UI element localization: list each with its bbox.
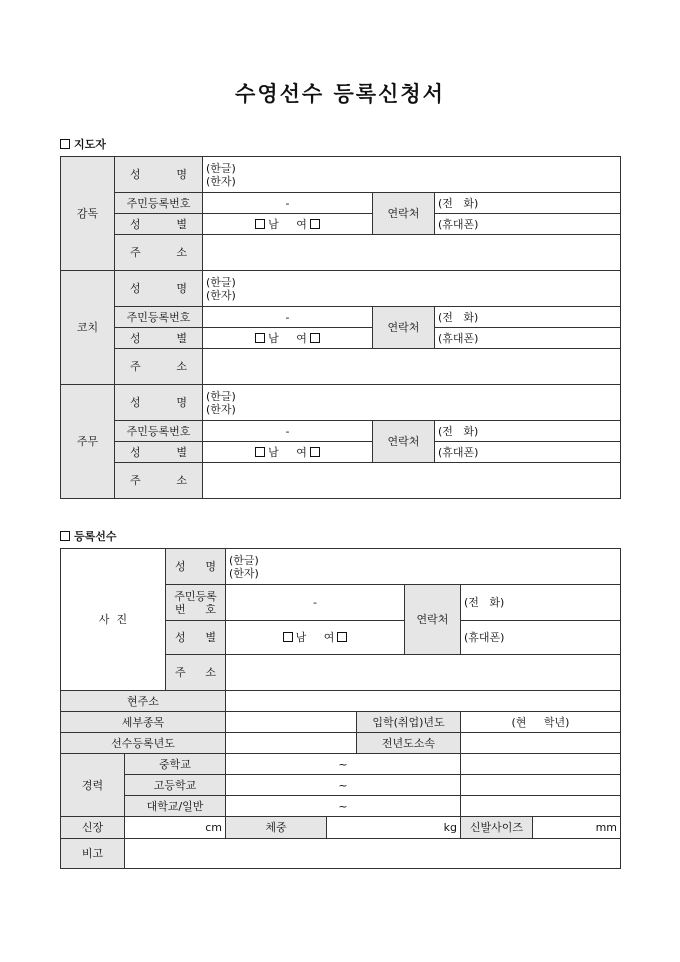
coach-gender-field: 남 여 xyxy=(203,442,373,463)
coach-name-label: 성 명 xyxy=(115,385,203,421)
coach-name-label: 성 명 xyxy=(115,271,203,307)
coach-mobile-field[interactable]: (휴대폰) xyxy=(435,328,621,349)
reg-year-label: 선수등록년도 xyxy=(61,733,226,754)
event-label: 세부종목 xyxy=(61,712,226,733)
coach-gender-label: 성 별 xyxy=(115,214,203,235)
coach-address-label: 주 소 xyxy=(115,235,203,271)
male-checkbox[interactable] xyxy=(255,219,265,229)
female-checkbox[interactable] xyxy=(310,333,320,343)
coach-mobile-field[interactable]: (휴대폰) xyxy=(435,214,621,235)
coach-address-field[interactable] xyxy=(203,349,621,385)
female-checkbox[interactable] xyxy=(310,219,320,229)
coach-gender-field: 남 여 xyxy=(203,214,373,235)
coach-address-label: 주 소 xyxy=(115,349,203,385)
coach-gender-label: 성 별 xyxy=(115,328,203,349)
coach-address-field[interactable] xyxy=(203,463,621,499)
coach-section-header xyxy=(60,136,106,152)
middle-school-label: 중학교 xyxy=(125,754,226,775)
coach-gender-label: 성 별 xyxy=(115,442,203,463)
checkbox-icon xyxy=(60,531,70,541)
player-rrn-label: 주민등록 번 호 xyxy=(166,585,226,621)
male-checkbox[interactable] xyxy=(255,447,265,457)
coach-rrn-field[interactable]: - xyxy=(203,193,373,214)
height-field[interactable]: cm xyxy=(125,817,226,839)
middle-school-period[interactable]: ~ xyxy=(226,754,461,775)
coach-address-label: 주 소 xyxy=(115,463,203,499)
prev-team-field[interactable] xyxy=(461,733,621,754)
player-rrn-field[interactable]: - xyxy=(226,585,405,621)
weight-label: 체중 xyxy=(226,817,327,839)
player-gender-label: 성 별 xyxy=(166,621,226,655)
event-field[interactable] xyxy=(226,712,357,733)
player-phone-field[interactable]: (전 화) xyxy=(461,585,621,621)
weight-field[interactable]: kg xyxy=(327,817,461,839)
admission-year-label: 입학(취업)년도 xyxy=(357,712,461,733)
player-name-label: 성 명 xyxy=(166,549,226,585)
male-checkbox[interactable] xyxy=(255,333,265,343)
coach-name-field[interactable]: (한글) (한자) xyxy=(203,271,621,307)
player-gender-field: 남 여 xyxy=(226,621,405,655)
coach-contact-label: 연락처 xyxy=(373,421,435,463)
player-contact-label: 연락처 xyxy=(405,585,461,655)
middle-school-name[interactable] xyxy=(461,754,621,775)
female-checkbox[interactable] xyxy=(337,632,347,642)
coach-contact-label: 연락처 xyxy=(373,193,435,235)
photo-cell[interactable]: 사 진 xyxy=(61,549,166,691)
coach-role-label: 주무 xyxy=(61,385,115,499)
coach-name-field[interactable]: (한글) (한자) xyxy=(203,157,621,193)
reg-year-field[interactable] xyxy=(226,733,357,754)
coach-role-label: 코치 xyxy=(61,271,115,385)
coach-gender-field: 남 여 xyxy=(203,328,373,349)
checkbox-icon xyxy=(60,139,70,149)
remarks-field[interactable] xyxy=(125,839,621,869)
coach-contact-label: 연락처 xyxy=(373,307,435,349)
career-label: 경력 xyxy=(61,754,125,817)
shoe-size-label: 신발사이즈 xyxy=(461,817,533,839)
coach-rrn-field[interactable]: - xyxy=(203,421,373,442)
university-name[interactable] xyxy=(461,796,621,817)
high-school-period[interactable]: ~ xyxy=(226,775,461,796)
male-checkbox[interactable] xyxy=(283,632,293,642)
remarks-label: 비고 xyxy=(61,839,125,869)
player-name-field[interactable]: (한글) (한자) xyxy=(226,549,621,585)
coach-name-field[interactable]: (한글) (한자) xyxy=(203,385,621,421)
shoe-size-field[interactable]: mm xyxy=(533,817,621,839)
coach-rrn-label: 주민등록번호 xyxy=(115,307,203,328)
high-school-name[interactable] xyxy=(461,775,621,796)
coach-phone-field[interactable]: (전 화) xyxy=(435,421,621,442)
coach-rrn-field[interactable]: - xyxy=(203,307,373,328)
coach-phone-field[interactable]: (전 화) xyxy=(435,307,621,328)
coach-address-field[interactable] xyxy=(203,235,621,271)
coach-section-title: 지도자 xyxy=(74,138,106,151)
female-checkbox[interactable] xyxy=(310,447,320,457)
coach-rrn-label: 주민등록번호 xyxy=(115,421,203,442)
player-address-field[interactable] xyxy=(226,655,621,691)
height-label: 신장 xyxy=(61,817,125,839)
university-label: 대학교/일반 xyxy=(125,796,226,817)
coach-table xyxy=(60,156,621,499)
coach-mobile-field[interactable]: (휴대폰) xyxy=(435,442,621,463)
form-title: 수영선수 등록신청서 xyxy=(235,81,445,106)
player-section-title: 등록선수 xyxy=(74,530,117,543)
player-section-header xyxy=(60,528,117,544)
player-address-label: 주 소 xyxy=(166,655,226,691)
coach-phone-field[interactable]: (전 화) xyxy=(435,193,621,214)
university-period[interactable]: ~ xyxy=(226,796,461,817)
player-mobile-field[interactable]: (휴대폰) xyxy=(461,621,621,655)
grade-field[interactable]: (현 학년) xyxy=(461,712,621,733)
player-table xyxy=(60,548,621,869)
coach-role-label: 감독 xyxy=(61,157,115,271)
current-address-label: 현주소 xyxy=(61,691,226,712)
coach-rrn-label: 주민등록번호 xyxy=(115,193,203,214)
coach-name-label: 성 명 xyxy=(115,157,203,193)
high-school-label: 고등학교 xyxy=(125,775,226,796)
current-address-field[interactable] xyxy=(226,691,621,712)
prev-team-label: 전년도소속 xyxy=(357,733,461,754)
